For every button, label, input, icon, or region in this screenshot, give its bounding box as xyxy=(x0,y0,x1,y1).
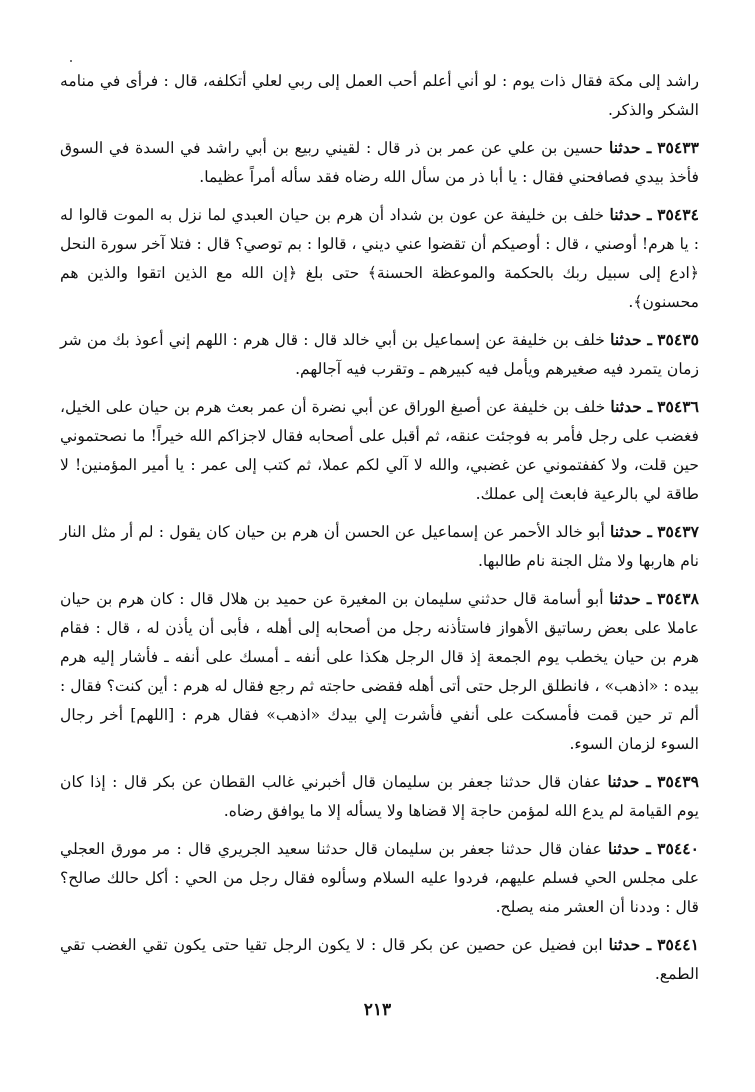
hadith-number: ٣٥٤٣٤ xyxy=(657,205,699,224)
paragraph-text: راشد إلى مكة فقال ذات يوم : لو أني أعلم أحب العمل إلى ربي لعلي أتكلفه، قال : فرأى في منامه الشكر والذكر. xyxy=(60,72,699,119)
paragraph xyxy=(60,66,699,125)
hadith-number: ٣٥٤٣٩ xyxy=(657,772,699,791)
narration-formula: ـ حدثنا xyxy=(608,935,652,954)
narration-formula: ـ حدثنا xyxy=(609,205,652,224)
paragraph-text: حسين بن علي عن عمر بن ذر قال : لقيني ربيع بن أبي راشد في السدة في السوق فأخذ بيدي فصافحني فقال : يا أبا ذر من سأل الله رضاه فقد سأله أمراً عظيما. xyxy=(60,139,699,186)
narration-formula: ـ حدثنا xyxy=(607,839,651,858)
print-speck xyxy=(70,60,72,62)
hadith-number: ٣٥٤٤٠ xyxy=(657,839,699,858)
paragraph xyxy=(60,517,699,576)
narration-formula: ـ حدثنا xyxy=(610,397,653,416)
paragraph-text: خلف بن خليفة عن أصبغ الوراق عن أبي نضرة أن عمر بعث هرم بن حيان على الخيل، فغضب على رجل فأمر به فوجئت عنقه، ثم أقبل على أصحابه فقال لاجزاكم الله خيراً! ما نصحتموني حين قلت، ولا كففتموني عن غضبي، والله لا آلي لكم عملا، ثم كتب إلى عمر : يا أمير المؤمنين! لا طاقة لي بالرعية فابعث إلى عملك. xyxy=(60,398,699,503)
paragraph xyxy=(60,133,699,192)
paragraph-text: عفان قال حدثنا جعفر بن سليمان قال حدثنا سعيد الجريري قال : مر مورق العجلي على مجلس الحي فسلم عليهم، فردوا عليه السلام وسألوه فقال رجل من الحي : أكل حالك صالح؟ قال : وددنا أن العشر منه يصلح. xyxy=(60,840,699,916)
hadith-number: ٣٥٤٣٧ xyxy=(657,522,699,541)
paragraph xyxy=(60,584,699,759)
paragraph-text: خلف بن خليفة عن إسماعيل بن أبي خالد قال : قال هرم : اللهم إني أعوذ بك من شر زمان يتمرد فيه صغيرهم ويأمل فيه كبيرهم ـ وتقرب فيه آجالهم. xyxy=(60,331,699,378)
narration-formula: ـ حدثنا xyxy=(610,330,652,349)
paragraph-text: عفان قال حدثنا جعفر بن سليمان قال أخبرني غالب القطان عن بكر قال : إذا كان يوم القيامة لم يدع الله لمؤمن حاجة إلا قضاها ولا يسأله إلا ما يوافق رضاه. xyxy=(60,773,699,820)
paragraph xyxy=(60,200,699,317)
paragraph-text: أبو خالد الأحمر عن إسماعيل عن الحسن أن هرم بن حيان كان يقول : لم أر مثل النار نام هاربها ولا مثل الجنة نام طالبها. xyxy=(60,523,699,570)
paragraph xyxy=(60,834,699,922)
narration-formula: ـ حدثنا xyxy=(609,589,652,608)
hadith-number: ٣٥٤٣٨ xyxy=(657,589,699,608)
paragraph xyxy=(60,767,699,826)
body-text xyxy=(60,66,699,989)
narration-formula: ـ حدثنا xyxy=(607,772,651,791)
hadith-number: ٣٥٤٤١ xyxy=(657,935,699,954)
paragraph xyxy=(60,930,699,989)
hadith-number: ٣٥٤٣٥ xyxy=(657,330,699,349)
paragraph xyxy=(60,392,699,509)
narration-formula: ـ حدثنا xyxy=(608,138,652,157)
page-number: ٢١٣ xyxy=(363,1000,392,1020)
hadith-number: ٣٥٤٣٣ xyxy=(657,138,699,157)
hadith-number: ٣٥٤٣٦ xyxy=(657,397,699,416)
paragraph-text: أبو أسامة قال حدثني سليمان بن المغيرة عن حميد بن هلال قال : كان هرم بن حيان عاملا على بعض رساتيق الأهواز فاستأذنه رجل من أصحابه إلى أهله ، فأبى أن يأذن له ، قال : فقام هرم بن حيان يخطب يوم الجمعة إذ قال الرجل هكذا على أنفه ـ أمسك على أنفه ـ فأشار إليه هرم بيده : «اذهب» ، فانطلق الرجل حتى أتى أهله فقضى حاجته ثم رجع فقال له هرم : أين كنت؟ فقال : ألم تر حين قمت فأمسكت على أنفي فأشرت إلي بيدك «اذهب» فقال هرم : [اللهم] أخر رجال السوء لزمان السوء. xyxy=(60,590,699,753)
paragraph-text: ابن فضيل عن حصين عن بكر قال : لا يكون الرجل تقيا حتى يكون تقي الغضب تقي الطمع. xyxy=(60,936,699,983)
narration-formula: ـ حدثنا xyxy=(610,522,652,541)
paragraph xyxy=(60,325,699,384)
paragraph-text: خلف بن خليفة عن عون بن شداد أن هرم بن حيان العبدي لما نزل به الموت قالوا له : يا هرم! أوصني ، قال : أوصيكم أن تقضوا عني ديني ، قالوا : بم توصي؟ قال : فتلا آخر سورة النحل ﴿ادع إلى سبيل ربك بالحكمة والموعظة الحسنة﴾ حتى بلغ ﴿إن الله مع الذين اتقوا والذين هم محسنون﴾. xyxy=(60,206,699,311)
